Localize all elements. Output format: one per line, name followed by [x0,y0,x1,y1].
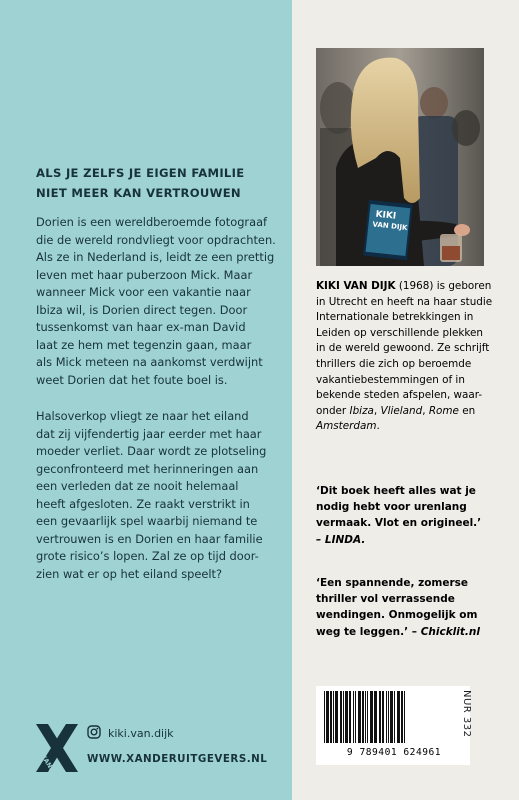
text-line: grote risico’s lopen. Zal ze op tijd door- [36,549,259,563]
text-line: een gevaarlijk spel waarbij niemand te [36,514,258,528]
text-line: tussenkomst van haar ex-man David [36,320,246,334]
isbn-barcode [316,686,470,765]
author-name: KIKI VAN DIJK [316,280,396,292]
text-line: geconfronteerd met herinneringen aan [36,461,259,476]
headline [36,163,282,203]
headline-line: ALS JE ZELFS JE EIGEN FAMILIE [36,166,245,180]
text-line: vakantiebestemmingen of in [316,373,465,386]
text-span: onder [316,404,347,417]
instagram-link[interactable] [87,725,174,742]
text-line: Internationale betrekkingen in [316,311,474,324]
text-span: (1968) is geboren [398,280,492,292]
text-span: weg te leggen.’ – [316,625,418,638]
text-line: thrillers die zich op beroemde [316,357,472,370]
text-line [316,279,500,295]
place-ibiza: Ibiza [349,404,374,417]
text-line: heeft afgesloten. Ze raakt verstrikt in [36,496,250,511]
xander-logo-icon [34,722,80,774]
text-line: onder Ibiza, Vlieland, Rome en [316,404,476,417]
text-line: thriller vol verrassende [316,593,455,606]
text-line: zien wat er op het eiland speelt? [36,566,223,581]
author-bio [316,279,500,435]
text-line: nodig hebt voor urenlang [316,501,467,514]
instagram-icon [87,725,101,742]
text-line: Leiden op verschillende plekken [316,326,483,339]
quote-source: Chicklit.nl [420,625,480,638]
text-line: moeder verliet. Daar wordt ze plotseling [36,444,267,458]
barcode-icon [322,691,462,743]
blurb-paragraph-2 [36,408,282,583]
text-line: bekende steden afspelen, waar- [316,389,483,402]
logo-text: XANDER [39,753,61,774]
text-line: dat zij vijfendertig jaar eerder met haar [36,426,262,441]
text-line: in Utrecht en heeft na haar studie [316,295,493,308]
text-line: vertrouwen is en Dorien en haar familie [36,531,263,546]
text-line: weet Dorien dat het foute boel is. [36,372,228,387]
text-line [316,624,494,640]
place-amsterdam: Amsterdam [316,420,377,433]
text-line: wanneer Mick voor een vakantie naar [36,285,251,299]
text-line: Dorien is een wereldberoemde fotograaf [36,215,268,229]
instagram-handle: kiki.van.dijk [108,727,174,740]
text-line: leven met haar puberzoon Mick. Maar [36,267,253,282]
book-author-text: VAN DIJK [372,220,408,232]
text-line: een verleden dat ze nooit helemaal [36,479,239,493]
text-line: vermaak. Vlot en origineel.’ [316,517,482,530]
text-line: die de wereld rondvliegt voor opdrachten. [36,232,276,247]
text-line: ‘Een spannende, zomerse [316,577,469,589]
review-quote-1 [316,483,494,548]
review-quote-2 [316,575,494,640]
text-line: als Mick meteen na aankomst verdwijnt [36,355,263,369]
text-line: laat ze hem met tegenzin gaan, maar [36,337,252,352]
text-line: ‘Dit boek heeft alles wat je [316,485,476,497]
place-rome: Rome [428,404,459,417]
text-line: Halsoverkop vliegt ze naar het eiland [36,409,249,423]
website-link[interactable]: WWW.XANDERUITGEVERS.NL [87,753,268,765]
text-line: Ibiza wil, is Dorien direct tegen. Door [36,302,248,317]
text-line: Amsterdam. [316,420,380,433]
text-line: Als ze in Nederland is, leidt ze een prettig [36,250,275,264]
quote-source [316,532,494,548]
blurb-paragraph-1 [36,214,282,389]
source-text: – LINDA. [316,533,366,546]
text-line: in de wereld gewoond. Ze schrijft [316,342,490,355]
text-line: wendingen. Onmogelijk om [316,609,478,622]
headline-line: NIET MEER KAN VERTROUWEN [36,186,241,200]
book-title-text: KIKI [375,209,397,222]
nur-code: NUR 332 [461,690,472,738]
text-span: en [462,404,476,417]
isbn-number: 9 789401 624961 [346,747,442,758]
place-vlieland: Vlieland [380,404,423,417]
author-photo [316,48,484,266]
